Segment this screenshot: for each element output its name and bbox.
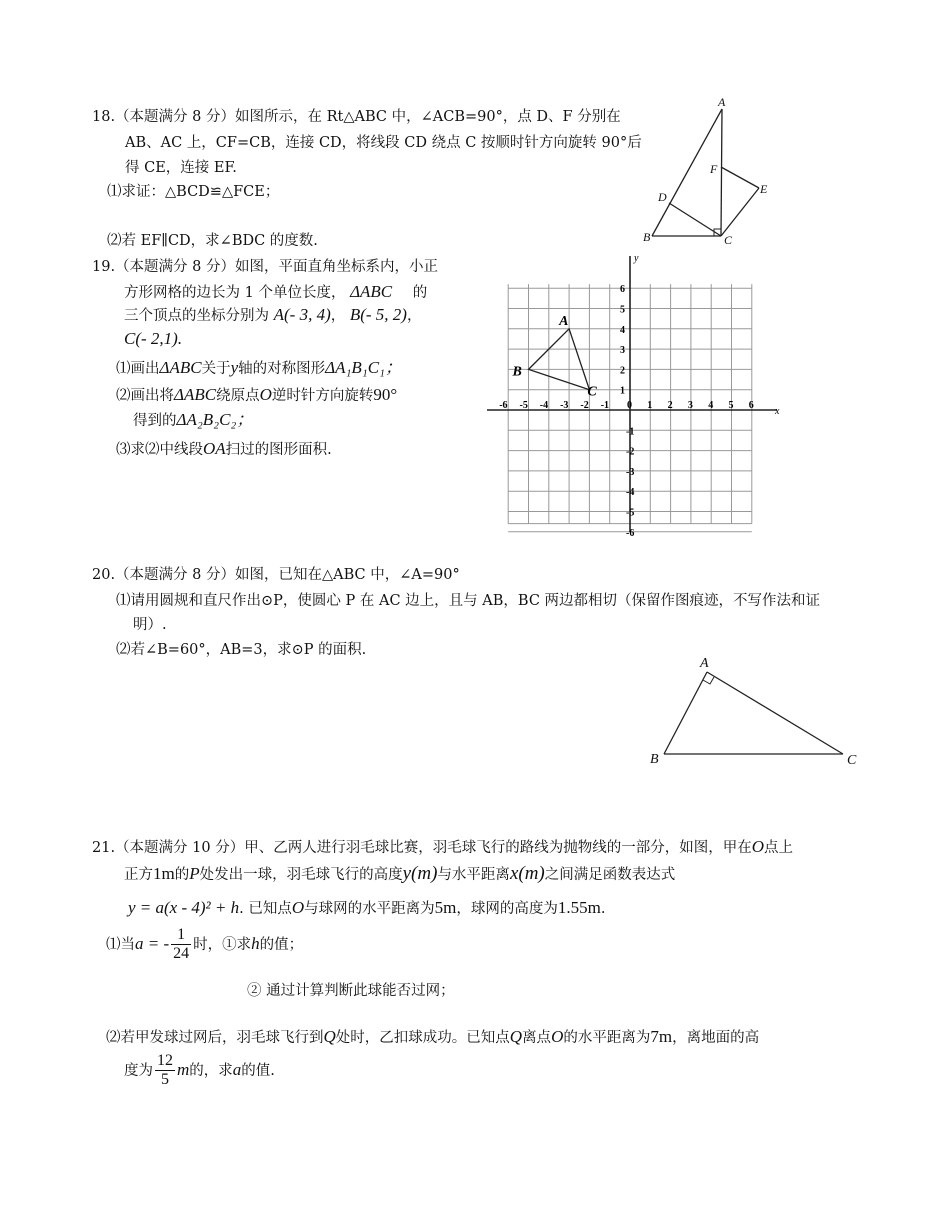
t: . 已知点 (239, 901, 292, 917)
t: 离点 (522, 1030, 552, 1046)
t: a = - (135, 933, 170, 953)
t: O (259, 385, 272, 404)
t: 逆时针方向旋转 (271, 388, 374, 404)
t: 的水平距离为 (563, 1030, 651, 1046)
segment-CE (721, 188, 759, 236)
t: 轴的对称图形 (238, 361, 326, 377)
x-tick-label: 6 (748, 400, 754, 411)
t: 度为 (124, 1062, 153, 1079)
y-tick-label: -3 (626, 466, 635, 478)
t: 处发出一球，羽毛球飞行的高度 (199, 867, 403, 883)
num: 12 (155, 1052, 175, 1071)
x-tick-label: 3 (687, 400, 693, 411)
label-C: C (724, 233, 733, 247)
t: 关于 (201, 361, 231, 377)
t: 处时，乙扣球成功。已知点 (335, 1030, 510, 1046)
triangle-abc (529, 329, 590, 390)
q21-line3 (128, 897, 605, 918)
q19-tri: ΔABC (350, 282, 393, 301)
y-tick-label: 3 (620, 345, 625, 357)
t: 与水平距离 (437, 867, 510, 883)
vertex-label-c: C (587, 384, 597, 400)
t: 绕原点 (216, 388, 260, 404)
t: 与球网的水平距离为 (304, 901, 435, 917)
t: ⑴画出 (116, 361, 160, 377)
side-AC (707, 672, 843, 754)
t: 的值； (259, 936, 304, 953)
q19-line4 (124, 328, 182, 349)
side-AC (721, 109, 722, 236)
t: y(m) (402, 863, 438, 884)
q19-line3-text: 三个顶点的坐标分别为 (124, 308, 269, 324)
t: OA (203, 439, 226, 458)
label-B: B (643, 230, 651, 244)
label-E: E (760, 182, 768, 196)
y-tick-label: 2 (620, 365, 625, 377)
vertex-label-a: A (559, 313, 569, 329)
y-tick-label: 5 (620, 304, 625, 316)
t: . (600, 901, 606, 917)
fraction (171, 926, 191, 964)
q18-line3: 得 CE，连接 EF. (125, 160, 237, 176)
t: O (291, 898, 305, 917)
label-A: A (718, 95, 726, 109)
label-A: A (700, 656, 709, 671)
t: ，球网的高度为 (456, 901, 558, 917)
t: 7m (650, 1027, 673, 1046)
q19-coord-a: A(- 3, 4) (273, 305, 331, 324)
t: 的，求 (189, 1062, 233, 1079)
t: 得到的 (133, 413, 177, 429)
label-F: F (710, 162, 718, 176)
q19-part1 (116, 357, 402, 378)
q18-line2: AB、AC 上，CF=CB，连接 CD，将线段 CD 绕点 C 按顺时针方向旋转 90°后 (125, 135, 642, 151)
x-tick-label: 5 (728, 400, 734, 411)
y-tick-label: 6 (620, 284, 625, 296)
x-tick-label: 1 (647, 400, 653, 411)
t: ΔABC (174, 385, 217, 404)
t: 扫过的图形面积. (225, 442, 332, 458)
x-tick-label: -6 (499, 400, 508, 411)
q18-part1: ⑴求证：△BCD≌△FCE； (107, 184, 280, 200)
q19-coord-b: B(- 5, 2) (349, 305, 407, 324)
t: 21.（本题满分 10 分）甲、乙两人进行羽毛球比赛，羽毛球飞行的路线为抛物线的一部分，如图，甲在 (92, 840, 752, 856)
t: O (751, 837, 765, 856)
label-B: B (650, 752, 659, 767)
den: 24 (173, 945, 190, 963)
q21-part2 (106, 1026, 759, 1047)
t: y (230, 358, 239, 377)
t: Q (509, 1027, 523, 1046)
q19-part2 (116, 384, 397, 405)
q20-head: 20.（本题满分 8 分）如图，已知在△ABC 中，∠A=90° (92, 567, 460, 583)
q20-figure (645, 650, 870, 775)
q21-part2b (124, 1052, 275, 1090)
q19-line3: 三个顶点的坐标分别为 A(- 3, 4)， B(- 5, 2)， (124, 305, 422, 324)
t: ⑶求⑵中线段 (116, 442, 203, 458)
t: 1.55m (557, 898, 601, 917)
t: ⑵画出将 (116, 388, 174, 404)
q20-part1b: 明）. (133, 617, 167, 633)
y-tick-label: -5 (626, 507, 635, 519)
x-axis-label: x (775, 406, 780, 417)
right-angle-mark (703, 677, 714, 684)
q21-part1 (106, 926, 303, 964)
vertex-label-b: B (512, 364, 522, 380)
q21-line2 (124, 862, 675, 886)
q18-part2: ⑵若 EF∥CD，求∠BDC 的度数. (107, 233, 318, 249)
t: 5m (434, 898, 457, 917)
q20-part2: ⑵若∠B=60°，AB=3，求⊙P 的面积. (116, 642, 367, 658)
q21-part1-2: ② 通过计算判断此球能否过网； (247, 983, 455, 999)
t: Q (323, 1027, 336, 1046)
label-C: C (847, 753, 857, 768)
q19-head: 19.（本题满分 8 分）如图，平面直角坐标系内，小正 (92, 259, 439, 275)
q19-line2 (124, 281, 427, 302)
q19-line2b: 的 (412, 285, 428, 301)
q19-coord-c: C(- 2,1). (124, 329, 183, 348)
q18-figure (630, 95, 780, 250)
q19-part2b (133, 409, 253, 430)
t: x(m) (509, 863, 545, 884)
q21-head (92, 836, 793, 857)
y-tick-label: -1 (626, 426, 635, 438)
y-tick-label: -6 (626, 527, 635, 537)
t: a (232, 1059, 242, 1079)
formula: y = a(x - 4)² + h (128, 898, 240, 917)
fraction (155, 1052, 175, 1090)
q19-coordinate-grid (485, 252, 785, 537)
t: ⑴当 (106, 936, 135, 953)
x-tick-label: -3 (560, 400, 569, 411)
x-tick-label: -5 (519, 400, 528, 411)
t: P (189, 864, 200, 883)
q19-line2-text: 方形网格的边长为 1 个单位长度， (124, 285, 346, 301)
label-D: D (658, 190, 667, 204)
x-tick-label: 0 (627, 400, 632, 411)
y-tick-label: -4 (626, 487, 635, 499)
t: ΔA₁B₁C₁； (325, 358, 402, 377)
t: ⑵若甲发球过网后，羽毛球飞行到 (106, 1030, 324, 1046)
y-axis-label: y (634, 253, 639, 264)
segment-EF (721, 167, 759, 188)
num: 1 (171, 926, 191, 945)
y-tick-label: -2 (626, 446, 635, 458)
q20-part1a: ⑴请用圆规和直尺作出⊙P，使圆心 P 在 AC 边上，且与 AB，BC 两边都相切（保留作图痕迹，不写作法和证 (116, 593, 821, 609)
x-tick-label: -4 (539, 400, 549, 411)
t: ΔABC (159, 358, 202, 377)
t: 的 (174, 867, 190, 883)
segment-CD (669, 203, 721, 236)
t: 时，①求 (193, 936, 252, 953)
side-AB (664, 672, 707, 754)
t: ΔA₂B₂C₂； (176, 410, 254, 429)
t: 90° (373, 385, 398, 404)
t: 1m (153, 864, 175, 883)
y-tick-label: 1 (620, 385, 625, 397)
q18-head: 18.（本题满分 8 分）如图所示，在 Rt△ABC 中，∠ACB=90°，点 D、F 分别在 (92, 109, 621, 125)
y-tick-label: 4 (620, 324, 625, 336)
t: 点上 (764, 840, 794, 856)
den: 5 (161, 1071, 169, 1089)
t: ，离地面的高 (672, 1030, 760, 1046)
x-tick-label: -2 (580, 400, 589, 411)
t: 的值. (241, 1062, 275, 1079)
t: h (251, 933, 260, 953)
x-tick-label: 4 (708, 400, 714, 411)
t: m (177, 1059, 190, 1079)
q19-part3 (116, 438, 332, 459)
t: 正方 (124, 867, 153, 883)
x-tick-label: -1 (600, 400, 610, 411)
x-tick-label: 2 (667, 400, 673, 411)
t: 之间满足函数表达式 (544, 867, 676, 883)
t: O (551, 1027, 564, 1046)
